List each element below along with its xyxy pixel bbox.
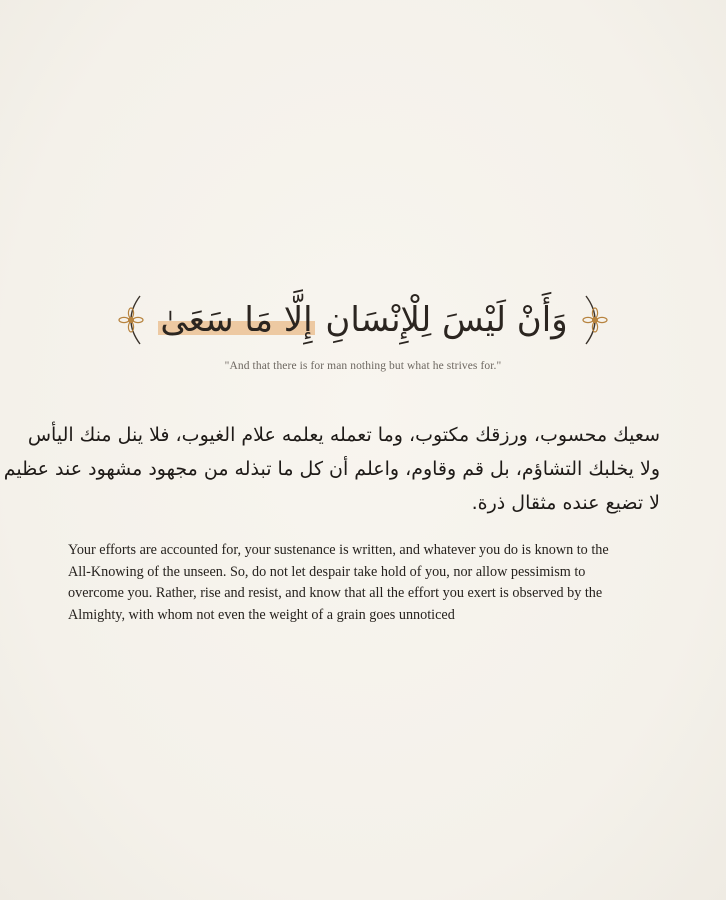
verse-line xyxy=(0,290,726,350)
english-line: overcome you. Rather, rise and resist, and know that all the effort you exert is observed by the xyxy=(68,585,603,601)
english-line: All-Knowing of the unseen. So, do not let despair take hold of you, nor allow pessimism to xyxy=(68,563,586,580)
english-paragraph xyxy=(68,540,668,626)
english-line: Almighty, with whom not even the weight of a grain goes unnoticed xyxy=(68,606,455,623)
arabic-paragraph xyxy=(3,418,660,520)
floral-bracket-icon-left xyxy=(118,290,146,350)
floral-bracket-icon-right xyxy=(580,290,608,350)
verse-block xyxy=(0,290,726,372)
arabic-line: لا تضيع عنده مثقال ذرة. xyxy=(471,492,660,514)
verse-arabic-highlight: إِلَّا مَا سَعَىٰ xyxy=(160,300,313,340)
verse-translation: "And that there is for man nothing but what he strives for." xyxy=(224,360,502,372)
english-line: Your efforts are accounted for, your sustenance is written, and whatever you do is known to the xyxy=(68,542,609,558)
arabic-line: سعيك محسوب، ورزقك مكتوب، وما تعمله يعلمه علام الغيوب، فلا ينل منك اليأس xyxy=(27,424,660,446)
verse-arabic-main: وَأَنْ لَيْسَ لِلْإِنْسَانِ xyxy=(314,300,568,340)
verse-arabic xyxy=(154,290,571,350)
arabic-line: ولا يخلبك التشاؤم، بل قم وقاوم، واعلم أن كل ما تبذله من مجهود مشهود عند عظيم xyxy=(3,458,660,480)
